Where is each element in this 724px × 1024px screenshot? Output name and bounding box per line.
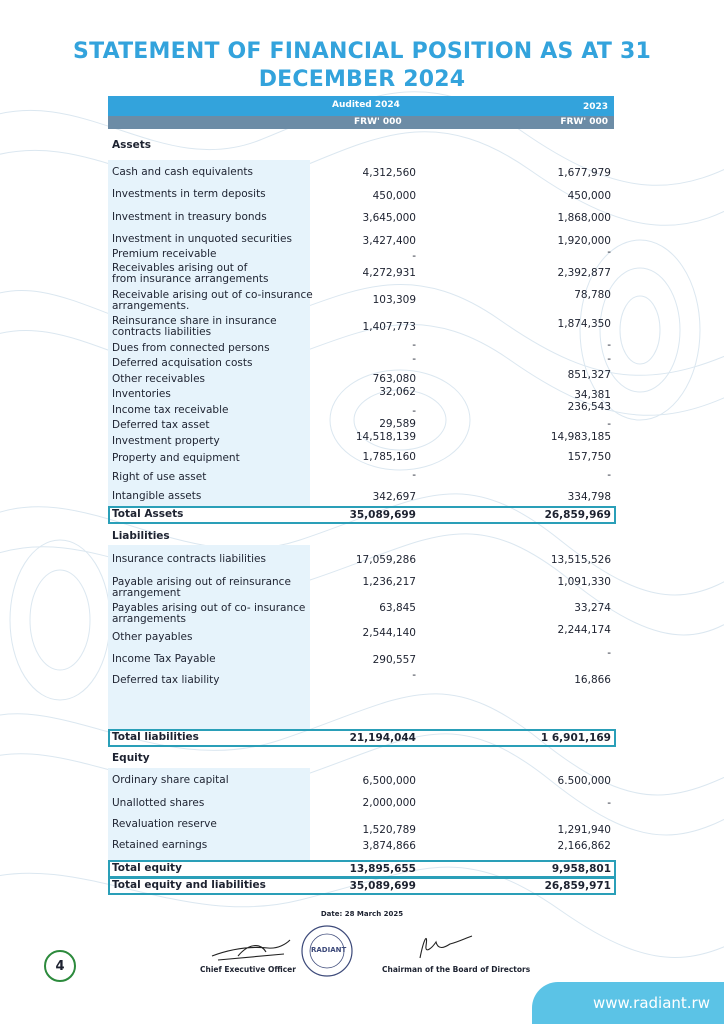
asset-label: Income tax receivable: [112, 404, 229, 416]
asset-value-2024: 14,518,139: [355, 431, 416, 443]
equity-value-2024: 2,000,000: [362, 797, 416, 809]
column-header-2024: Audited 2024: [332, 100, 400, 110]
footer-website-link[interactable]: www.radiant.rw: [532, 982, 724, 1024]
asset-label: Premium receivable: [112, 248, 217, 260]
liability-label: Deferred tax liability: [112, 674, 220, 686]
asset-value-2024: 1,785,160: [362, 451, 416, 463]
asset-label: Right of use asset: [112, 471, 207, 483]
liability-value-2024: -: [412, 669, 416, 681]
asset-label: Investments in term deposits: [112, 188, 266, 200]
asset-label: Inventories: [112, 388, 171, 400]
asset-value-2023: 157,750: [567, 451, 611, 463]
asset-value-2024: -: [412, 353, 416, 365]
equity-value-2024: 3,874,866: [362, 840, 416, 852]
liability-value-2023: 33,274: [574, 602, 611, 614]
asset-value-2023: -: [607, 339, 611, 351]
asset-value-2023: -: [607, 353, 611, 365]
asset-value-2023: 14,983,185: [550, 431, 611, 443]
asset-value-2023: 2,392,877: [557, 267, 611, 279]
asset-value-2024: 1,407,773: [362, 321, 416, 333]
asset-value-2023: -: [607, 418, 611, 430]
liability-value-2024: 290,557: [372, 654, 416, 666]
total-liabilities-label: Total liabilities: [112, 731, 199, 743]
equity-value-2023: 1,291,940: [557, 824, 611, 836]
equity-label: Retained earnings: [112, 839, 208, 851]
asset-label: Intangible assets: [112, 490, 202, 502]
asset-value-2024: -: [412, 339, 416, 351]
asset-label: Dues from connected persons: [112, 342, 270, 354]
equity-value-2023: 2,166,862: [557, 840, 611, 852]
asset-value-2023: 450,000: [567, 190, 611, 202]
equity-label: Revaluation reserve: [112, 818, 217, 830]
asset-label-continued: from insurance arrangements: [112, 273, 269, 285]
asset-value-2024: -: [412, 405, 416, 417]
liability-value-2023: 2,244,174: [557, 624, 611, 636]
liability-value-2023: 13,515,526: [550, 554, 611, 566]
table-header-units: [108, 116, 614, 129]
chairman-signature-icon: [410, 928, 476, 964]
liability-value-2024: 17,059,286: [355, 554, 416, 566]
asset-value-2024: 4,312,560: [362, 167, 416, 179]
liability-value-2023: -: [607, 647, 611, 659]
asset-value-2024: -: [412, 469, 416, 481]
asset-label: Reinsurance share in insurance: [112, 315, 277, 327]
asset-value-2024: 342,697: [372, 491, 416, 503]
asset-value-2023: 236,543: [567, 401, 611, 413]
total-equity-liabilities-2024: 35,089,699: [349, 880, 416, 892]
asset-value-2023: 851,327: [567, 369, 611, 381]
liability-value-2023: 1,091,330: [557, 576, 611, 588]
asset-value-2024: 3,645,000: [362, 212, 416, 224]
asset-value-2023: 1,677,979: [557, 167, 611, 179]
asset-value-2024: 4,272,931: [362, 267, 416, 279]
total-liabilities-2023: 1 6,901,169: [540, 732, 611, 744]
total-assets-label: Total Assets: [112, 508, 184, 520]
ceo-label: Chief Executive Officer: [200, 965, 296, 974]
total-equity-label: Total equity: [112, 862, 182, 874]
liability-label: Other payables: [112, 631, 193, 643]
table-header-years: [108, 96, 614, 116]
asset-label: Investment in unquoted securities: [112, 233, 292, 245]
equity-value-2024: 6,500,000: [362, 775, 416, 787]
equity-value-2023: -: [607, 797, 611, 809]
total-assets-2023: 26,859,969: [544, 509, 611, 521]
equity-value-2024: 1,520,789: [362, 824, 416, 836]
approval-date: Date: 28 March 2025: [320, 910, 404, 918]
asset-value-2023: -: [607, 469, 611, 481]
asset-label: Receivables arising out of: [112, 262, 248, 274]
asset-label: Other receivables: [112, 373, 206, 385]
equity-label: Ordinary share capital: [112, 774, 229, 786]
liability-value-2023: 16,866: [574, 674, 611, 686]
asset-label: Deferred tax asset: [112, 419, 210, 431]
total-equity-2024: 13,895,655: [349, 863, 416, 875]
page-number: 4: [44, 950, 76, 982]
liability-label: Insurance contracts liabilities: [112, 553, 266, 565]
asset-value-2024: -: [412, 250, 416, 262]
asset-label: Investment property: [112, 435, 220, 447]
chairman-label: Chairman of the Board of Directors: [382, 965, 531, 974]
asset-value-2024: 29,589: [379, 418, 416, 430]
asset-value-2023: 1,868,000: [557, 212, 611, 224]
liability-value-2024: 2,544,140: [362, 627, 416, 639]
asset-value-2024: 3,427,400: [362, 235, 416, 247]
total-liabilities-2024: 21,194,044: [349, 732, 416, 744]
asset-value-2023: 1,874,350: [557, 318, 611, 330]
equity-value-2023: 6.500,000: [557, 775, 611, 787]
liability-label-continued: arrangement: [112, 587, 181, 599]
asset-label-continued: arrangements.: [112, 300, 190, 312]
asset-label: Cash and cash equivalents: [112, 166, 253, 178]
liabilities-heading: Liabilities: [112, 530, 170, 542]
liability-label: Payables arising out of co- insurance: [112, 602, 306, 614]
total-equity-2023: 9,958,801: [551, 863, 611, 875]
liability-value-2024: 63,845: [379, 602, 416, 614]
asset-label: Receivable arising out of co-insurance: [112, 289, 313, 301]
assets-heading: Assets: [112, 139, 152, 151]
liability-value-2024: 1,236,217: [362, 576, 416, 588]
liability-label-continued: arrangements: [112, 613, 187, 625]
equity-label: Unallotted shares: [112, 797, 205, 809]
equity-heading: Equity: [112, 752, 150, 764]
asset-value-2024: 763,080: [372, 373, 416, 385]
asset-value-2023: 78,780: [574, 289, 611, 301]
asset-label: Deferred acquisation costs: [112, 357, 253, 369]
asset-label: Property and equipment: [112, 452, 240, 464]
liability-label: Income Tax Payable: [112, 653, 216, 665]
total-equity-liabilities-label: Total equity and liabilities: [112, 879, 266, 891]
asset-label: Investment in treasury bonds: [112, 211, 267, 223]
unit-header-2024: FRW' 000: [354, 117, 402, 127]
asset-value-2024: 450,000: [372, 190, 416, 202]
ceo-signature-icon: [208, 934, 294, 964]
liability-label: Payable arising out of reinsurance: [112, 576, 291, 588]
page-title: STATEMENT OF FINANCIAL POSITION AS AT 31 DECEMBER 2024: [73, 39, 651, 92]
asset-label-continued: contracts liabilities: [112, 326, 212, 338]
stamp-text: RADIANT: [311, 946, 347, 954]
total-assets-2024: 35,089,699: [349, 509, 416, 521]
asset-value-2023: 1,920,000: [557, 235, 611, 247]
asset-value-2023: 334,798: [567, 491, 611, 503]
unit-header-2023: FRW' 000: [560, 117, 608, 127]
total-equity-liabilities-2023: 26,859,971: [544, 880, 611, 892]
asset-value-2023: 34,381: [574, 389, 611, 401]
column-header-2023: 2023: [582, 102, 608, 112]
asset-value-2023: -: [607, 246, 611, 258]
asset-value-2024: 103,309: [372, 294, 416, 306]
asset-value-2024: 32,062: [379, 386, 416, 398]
